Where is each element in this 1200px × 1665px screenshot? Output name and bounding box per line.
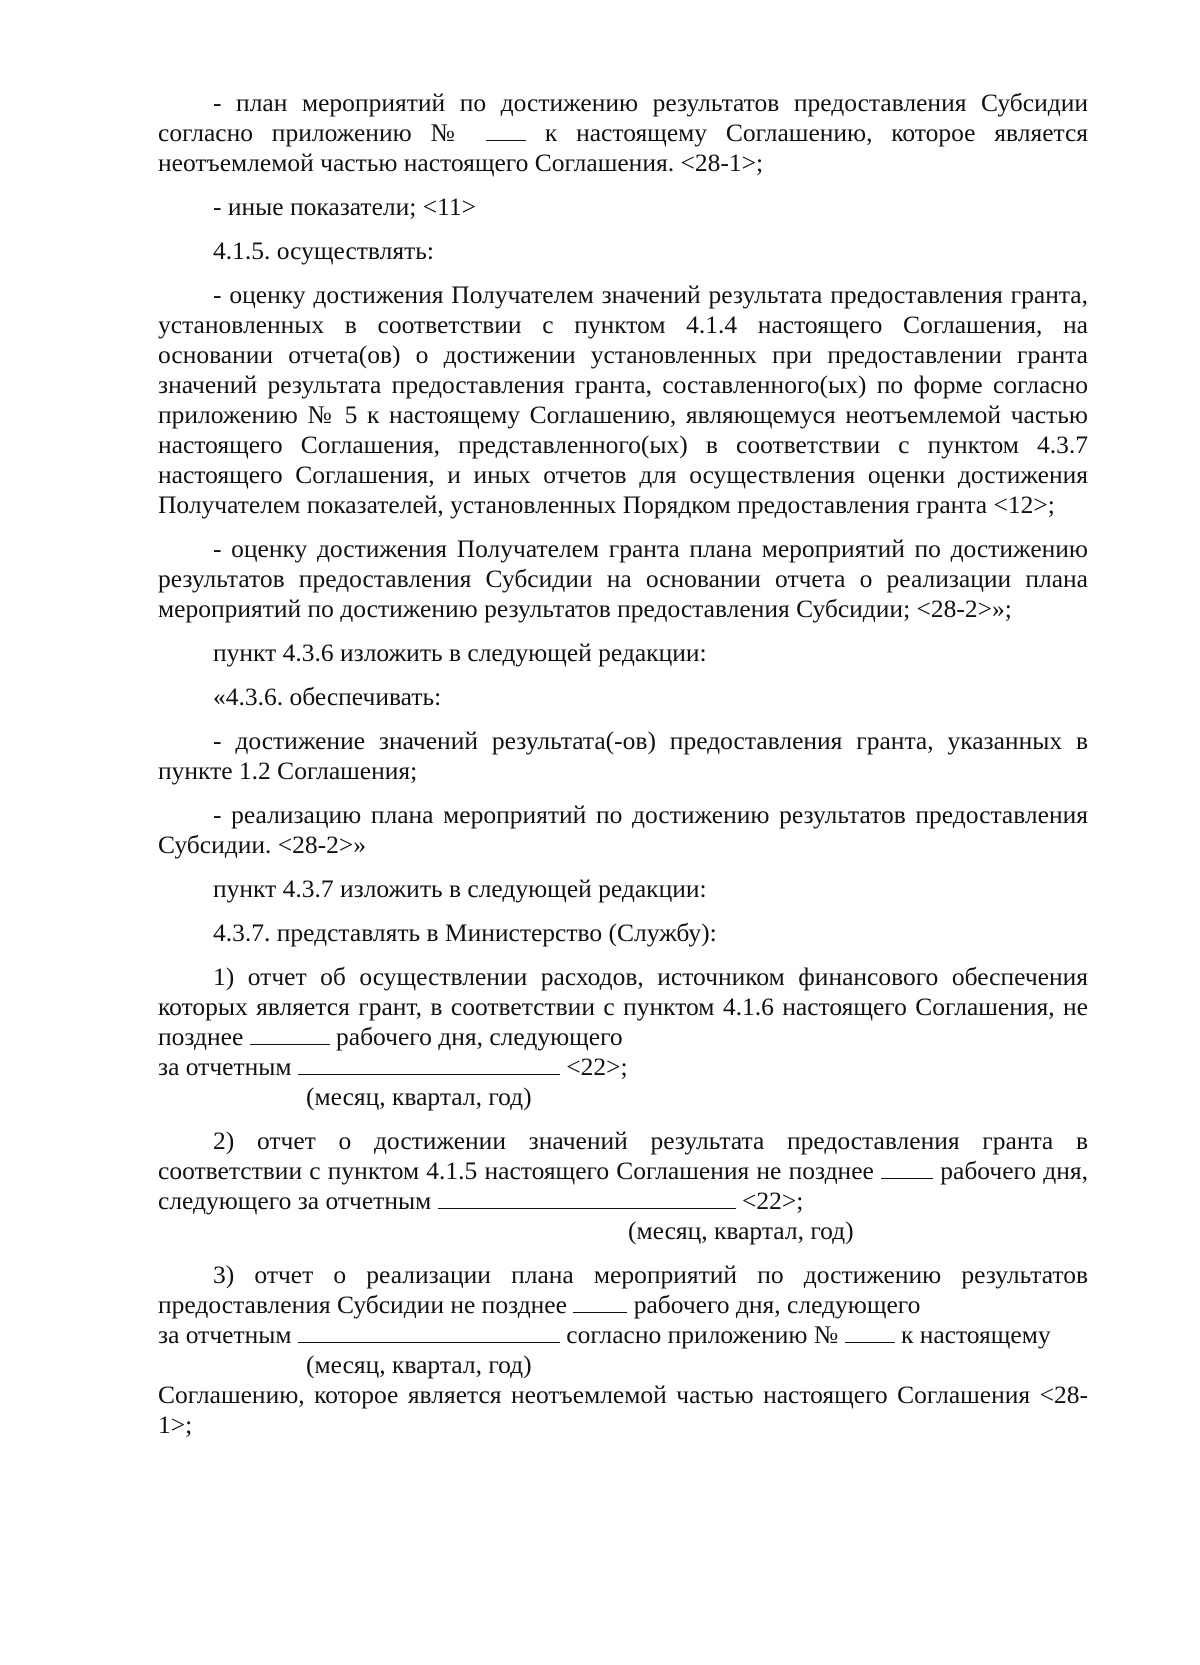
text-segment: <22>; [566,1052,628,1081]
paragraph-implementation: - реализацию плана мероприятий по достижению результатов предоставления Субсидии. <28-2>» [158,800,1088,859]
caption-period: (месяц, квартал, год) [628,1216,854,1245]
text-segment: к настоящему Соглашению, которое является неотъемлемой частью настоящего Соглашения. <28-1>; [158,118,1089,177]
blank-line [881,1158,933,1179]
paragraph-item-4-3-7: пункт 4.3.7 изложить в следующей редакции: [213,874,707,903]
blank-line [438,1188,736,1209]
caption-period: (месяц, квартал, год) [306,1082,532,1111]
document-page [158,88,1088,1454]
text-segment: рабочего дня, следующего [336,1022,623,1051]
paragraph-other-indicators: - иные показатели; <11> [213,192,477,221]
paragraph-report-3-line [158,1320,1088,1350]
text-segment: за отчетным [158,1052,292,1081]
blank-line [486,120,526,141]
paragraph-achievement: - достижение значений результата(-ов) предоставления гранта, указанных в пункте 1.2 Соглашения; [158,726,1088,785]
paragraph-assessment-plan: - оценку достижения Получателем гранта плана мероприятий по достижению результатов предоставления Субсидии на основании отчета о реализации плана мероприятий по достижению результатов предоставления Субсидии; <28-2>»; [158,534,1088,623]
text-segment: <22>; [741,1186,804,1215]
blank-line [298,1322,560,1343]
paragraph-4-1-5: 4.1.5. осуществлять: [213,236,434,265]
paragraph-report-3 [158,1260,1088,1320]
text-segment: согласно приложению № [566,1320,839,1349]
blank-line [573,1292,627,1313]
blank-line [298,1054,560,1075]
paragraph-item-4-3-6: пункт 4.3.6 изложить в следующей редакции: [213,638,707,667]
text-segment: 1) отчет об осуществлении расходов, источником финансового обеспечения которых является грант, в соответствии с пунктом 4.1.6 настоящего Соглашения, не позднее [158,962,1088,1051]
blank-line [845,1322,895,1343]
paragraph-report-2 [158,1126,1088,1216]
text-segment: 2) отчет о достижении значений результата предоставления гранта в соответствии с пунктом 4.1.5 настоящего Соглашения не позднее [158,1126,1088,1185]
blank-line [250,1024,330,1045]
text-segment: за отчетным [158,1320,292,1349]
paragraph-report-1-line [158,1052,1088,1082]
text-segment: - план мероприятий по достижению результатов предоставления Субсидии согласно приложению № [158,88,1088,147]
paragraph-4-3-6: «4.3.6. обеспечивать: [213,682,442,711]
text-segment: рабочего дня, следующего за отчетным [158,1156,1089,1215]
caption-period: (месяц, квартал, год) [306,1350,532,1379]
text-segment: к настоящему [900,1320,1051,1349]
paragraph-report-1 [158,962,1088,1052]
text-segment: 3) отчет о реализации плана мероприятий по достижению результатов предоставления Субсидии не позднее [158,1260,1088,1319]
paragraph-assessment-grant: - оценку достижения Получателем значений результата предоставления гранта, установленных в соответствии с пунктом 4.1.4 настоящего Соглашения, на основании отчета(ов) о достижении установленных при предоставлении гранта значений результата предоставления гранта, составленного(ых) по форме согласно приложению № 5 к настоящему Соглашению, являющемуся неотъемлемой частью настоящего Соглашения, представленного(ых) в соответствии с пунктом 4.3.7 настоящего Соглашения, и иных отчетов для осуществления оценки достижения Получателем показателей, установленных Порядком предоставления гранта <12>; [158,280,1088,519]
paragraph-4-3-7: 4.3.7. представлять в Министерство (Службу): [213,918,717,947]
paragraph-report-3-end: Соглашению, которое является неотъемлемой частью настоящего Соглашения <28-1>; [158,1380,1088,1439]
text-segment: рабочего дня, следующего [633,1290,921,1319]
paragraph-plan [158,88,1088,178]
